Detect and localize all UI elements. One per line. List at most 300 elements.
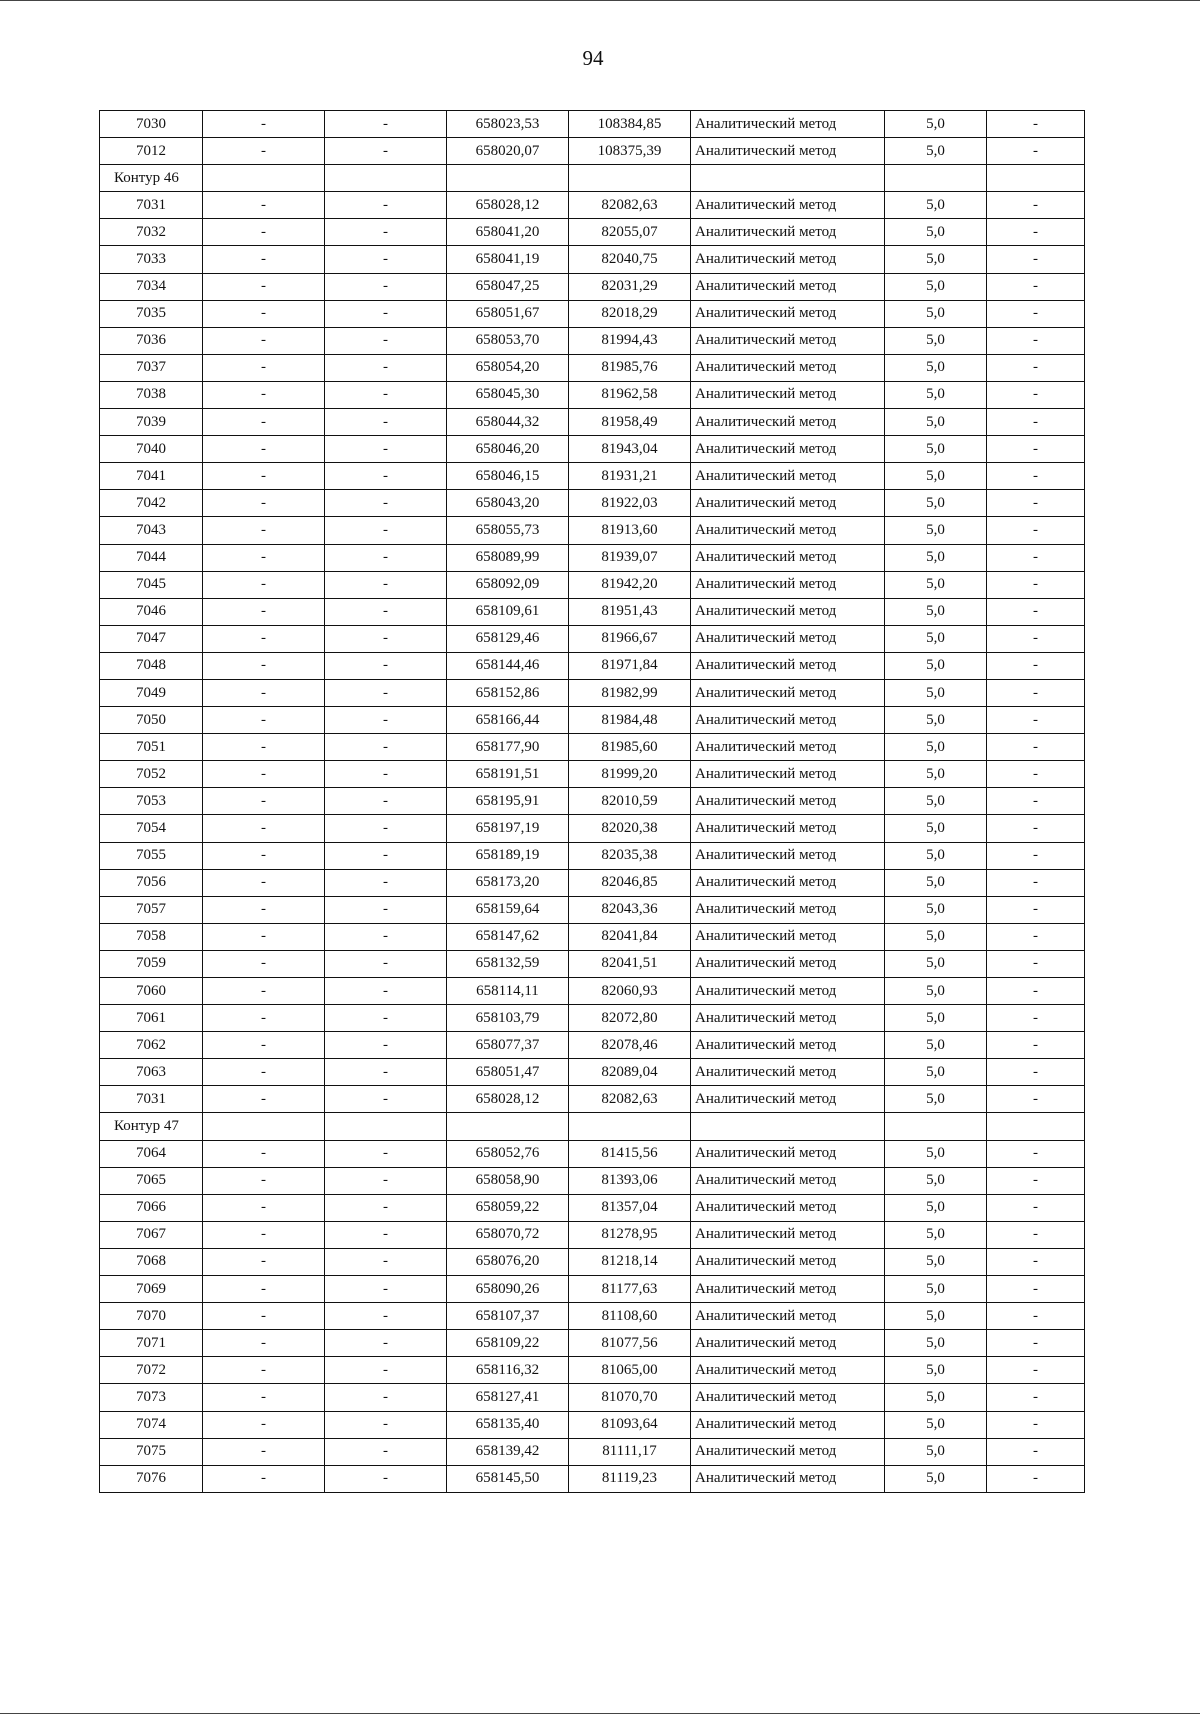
method-cell: Аналитический метод <box>691 923 885 950</box>
col8-cell: - <box>987 1438 1085 1465</box>
col2-cell: - <box>203 707 325 734</box>
y-coordinate-cell: 81971,84 <box>569 652 691 679</box>
col8-cell: - <box>987 219 1085 246</box>
table-row <box>100 1465 1085 1492</box>
col2-cell: - <box>203 490 325 517</box>
table-body <box>100 111 1085 1493</box>
col3-cell: - <box>325 571 447 598</box>
col3-cell: - <box>325 354 447 381</box>
x-coordinate-cell: 658135,40 <box>447 1411 569 1438</box>
method-cell: Аналитический метод <box>691 1357 885 1384</box>
point-number-cell: 7056 <box>100 869 203 896</box>
x-coordinate-cell: 658052,76 <box>447 1140 569 1167</box>
method-cell: Аналитический метод <box>691 1221 885 1248</box>
point-number-cell: 7052 <box>100 761 203 788</box>
col2-cell: - <box>203 409 325 436</box>
table-row <box>100 788 1085 815</box>
y-coordinate-cell: 82035,38 <box>569 842 691 869</box>
y-coordinate-cell: 82060,93 <box>569 978 691 1005</box>
col2-cell: - <box>203 1465 325 1492</box>
method-cell: Аналитический метод <box>691 896 885 923</box>
y-coordinate-cell: 81994,43 <box>569 327 691 354</box>
method-cell: Аналитический метод <box>691 517 885 544</box>
col2-cell: - <box>203 219 325 246</box>
point-number-cell: 7058 <box>100 923 203 950</box>
col2-cell: - <box>203 571 325 598</box>
col2-cell: - <box>203 896 325 923</box>
y-coordinate-cell: 81177,63 <box>569 1276 691 1303</box>
col3-cell: - <box>325 1384 447 1411</box>
col2-cell: - <box>203 679 325 706</box>
precision-cell: 5,0 <box>885 707 987 734</box>
table-row <box>100 842 1085 869</box>
point-number-cell: 7057 <box>100 896 203 923</box>
col3-cell: - <box>325 842 447 869</box>
y-coordinate-cell: 81111,17 <box>569 1438 691 1465</box>
col3-cell: - <box>325 192 447 219</box>
method-cell: Аналитический метод <box>691 138 885 165</box>
method-cell: Аналитический метод <box>691 300 885 327</box>
precision-cell: 5,0 <box>885 246 987 273</box>
point-number-cell: 7074 <box>100 1411 203 1438</box>
col8-cell: - <box>987 1330 1085 1357</box>
precision-cell: 5,0 <box>885 1086 987 1113</box>
col2-cell: - <box>203 111 325 138</box>
col8-cell: - <box>987 707 1085 734</box>
col3-cell: - <box>325 598 447 625</box>
col8-cell: - <box>987 1465 1085 1492</box>
col2-cell: - <box>203 978 325 1005</box>
y-coordinate-cell: 82041,84 <box>569 923 691 950</box>
empty-cell <box>987 165 1085 192</box>
table-row <box>100 1330 1085 1357</box>
table-row <box>100 517 1085 544</box>
col2-cell: - <box>203 544 325 571</box>
method-cell: Аналитический метод <box>691 788 885 815</box>
y-coordinate-cell: 81415,56 <box>569 1140 691 1167</box>
point-number-cell: 7030 <box>100 111 203 138</box>
col2-cell: - <box>203 1357 325 1384</box>
precision-cell: 5,0 <box>885 273 987 300</box>
table-row <box>100 1086 1085 1113</box>
col2-cell: - <box>203 1330 325 1357</box>
x-coordinate-cell: 658197,19 <box>447 815 569 842</box>
col2-cell: - <box>203 436 325 463</box>
col2-cell: - <box>203 788 325 815</box>
y-coordinate-cell: 82010,59 <box>569 788 691 815</box>
point-number-cell: 7032 <box>100 219 203 246</box>
precision-cell: 5,0 <box>885 842 987 869</box>
col8-cell: - <box>987 273 1085 300</box>
precision-cell: 5,0 <box>885 1140 987 1167</box>
table-row <box>100 598 1085 625</box>
x-coordinate-cell: 658076,20 <box>447 1248 569 1275</box>
precision-cell: 5,0 <box>885 896 987 923</box>
col3-cell: - <box>325 978 447 1005</box>
x-coordinate-cell: 658159,64 <box>447 896 569 923</box>
table-row <box>100 246 1085 273</box>
col8-cell: - <box>987 1005 1085 1032</box>
col8-cell: - <box>987 761 1085 788</box>
x-coordinate-cell: 658028,12 <box>447 192 569 219</box>
col8-cell: - <box>987 1167 1085 1194</box>
col8-cell: - <box>987 869 1085 896</box>
table-row <box>100 111 1085 138</box>
table-row <box>100 652 1085 679</box>
point-number-cell: 7039 <box>100 409 203 436</box>
empty-cell <box>691 165 885 192</box>
col8-cell: - <box>987 1194 1085 1221</box>
x-coordinate-cell: 658041,20 <box>447 219 569 246</box>
col3-cell: - <box>325 463 447 490</box>
x-coordinate-cell: 658045,30 <box>447 381 569 408</box>
col8-cell: - <box>987 463 1085 490</box>
x-coordinate-cell: 658046,20 <box>447 436 569 463</box>
method-cell: Аналитический метод <box>691 707 885 734</box>
method-cell: Аналитический метод <box>691 761 885 788</box>
method-cell: Аналитический метод <box>691 1248 885 1275</box>
table-row <box>100 436 1085 463</box>
precision-cell: 5,0 <box>885 978 987 1005</box>
table-row <box>100 1248 1085 1275</box>
col2-cell: - <box>203 761 325 788</box>
y-coordinate-cell: 81931,21 <box>569 463 691 490</box>
precision-cell: 5,0 <box>885 788 987 815</box>
point-number-cell: 7070 <box>100 1303 203 1330</box>
x-coordinate-cell: 658028,12 <box>447 1086 569 1113</box>
table-row <box>100 1194 1085 1221</box>
point-number-cell: 7071 <box>100 1330 203 1357</box>
table-row <box>100 1221 1085 1248</box>
col3-cell: - <box>325 544 447 571</box>
table-row <box>100 381 1085 408</box>
col8-cell: - <box>987 788 1085 815</box>
y-coordinate-cell: 81984,48 <box>569 707 691 734</box>
point-number-cell: 7034 <box>100 273 203 300</box>
col2-cell: - <box>203 1221 325 1248</box>
col3-cell: - <box>325 1194 447 1221</box>
col8-cell: - <box>987 544 1085 571</box>
method-cell: Аналитический метод <box>691 1059 885 1086</box>
point-number-cell: 7061 <box>100 1005 203 1032</box>
table-row <box>100 490 1085 517</box>
table-row <box>100 1303 1085 1330</box>
point-number-cell: 7054 <box>100 815 203 842</box>
precision-cell: 5,0 <box>885 1438 987 1465</box>
col8-cell: - <box>987 1357 1085 1384</box>
col2-cell: - <box>203 381 325 408</box>
col2-cell: - <box>203 138 325 165</box>
x-coordinate-cell: 658195,91 <box>447 788 569 815</box>
y-coordinate-cell: 81278,95 <box>569 1221 691 1248</box>
col8-cell: - <box>987 490 1085 517</box>
x-coordinate-cell: 658077,37 <box>447 1032 569 1059</box>
precision-cell: 5,0 <box>885 111 987 138</box>
point-number-cell: 7050 <box>100 707 203 734</box>
precision-cell: 5,0 <box>885 1465 987 1492</box>
table-row <box>100 923 1085 950</box>
col3-cell: - <box>325 1140 447 1167</box>
col2-cell: - <box>203 598 325 625</box>
method-cell: Аналитический метод <box>691 598 885 625</box>
col3-cell: - <box>325 327 447 354</box>
y-coordinate-cell: 82072,80 <box>569 1005 691 1032</box>
x-coordinate-cell: 658089,99 <box>447 544 569 571</box>
col8-cell: - <box>987 815 1085 842</box>
col3-cell: - <box>325 869 447 896</box>
x-coordinate-cell: 658044,32 <box>447 409 569 436</box>
method-cell: Аналитический метод <box>691 327 885 354</box>
point-number-cell: 7038 <box>100 381 203 408</box>
col2-cell: - <box>203 1384 325 1411</box>
x-coordinate-cell: 658139,42 <box>447 1438 569 1465</box>
table-row <box>100 815 1085 842</box>
table-row <box>100 273 1085 300</box>
empty-cell <box>569 1113 691 1140</box>
method-cell: Аналитический метод <box>691 409 885 436</box>
point-number-cell: 7045 <box>100 571 203 598</box>
y-coordinate-cell: 81966,67 <box>569 625 691 652</box>
col8-cell: - <box>987 517 1085 544</box>
y-coordinate-cell: 81065,00 <box>569 1357 691 1384</box>
precision-cell: 5,0 <box>885 761 987 788</box>
col3-cell: - <box>325 246 447 273</box>
empty-cell <box>203 1113 325 1140</box>
col3-cell: - <box>325 219 447 246</box>
col2-cell: - <box>203 815 325 842</box>
method-cell: Аналитический метод <box>691 381 885 408</box>
y-coordinate-cell: 81119,23 <box>569 1465 691 1492</box>
precision-cell: 5,0 <box>885 192 987 219</box>
col2-cell: - <box>203 1059 325 1086</box>
y-coordinate-cell: 81985,60 <box>569 734 691 761</box>
col3-cell: - <box>325 1167 447 1194</box>
precision-cell: 5,0 <box>885 679 987 706</box>
precision-cell: 5,0 <box>885 734 987 761</box>
y-coordinate-cell: 82082,63 <box>569 1086 691 1113</box>
point-number-cell: 7037 <box>100 354 203 381</box>
y-coordinate-cell: 82089,04 <box>569 1059 691 1086</box>
col2-cell: - <box>203 463 325 490</box>
method-cell: Аналитический метод <box>691 1032 885 1059</box>
empty-cell <box>447 165 569 192</box>
col3-cell: - <box>325 1059 447 1086</box>
contour-header-row <box>100 1113 1085 1140</box>
point-number-cell: 7060 <box>100 978 203 1005</box>
point-number-cell: 7053 <box>100 788 203 815</box>
precision-cell: 5,0 <box>885 1330 987 1357</box>
col3-cell: - <box>325 381 447 408</box>
col8-cell: - <box>987 1086 1085 1113</box>
precision-cell: 5,0 <box>885 1303 987 1330</box>
table-row <box>100 869 1085 896</box>
method-cell: Аналитический метод <box>691 1438 885 1465</box>
x-coordinate-cell: 658189,19 <box>447 842 569 869</box>
col8-cell: - <box>987 625 1085 652</box>
coordinates-table <box>99 110 1085 1493</box>
table-row <box>100 192 1085 219</box>
y-coordinate-cell: 81077,56 <box>569 1330 691 1357</box>
y-coordinate-cell: 82041,51 <box>569 950 691 977</box>
x-coordinate-cell: 658145,50 <box>447 1465 569 1492</box>
precision-cell: 5,0 <box>885 381 987 408</box>
col8-cell: - <box>987 896 1085 923</box>
method-cell: Аналитический метод <box>691 463 885 490</box>
col3-cell: - <box>325 300 447 327</box>
table-row <box>100 300 1085 327</box>
y-coordinate-cell: 81943,04 <box>569 436 691 463</box>
y-coordinate-cell: 82031,29 <box>569 273 691 300</box>
x-coordinate-cell: 658041,19 <box>447 246 569 273</box>
col8-cell: - <box>987 1140 1085 1167</box>
y-coordinate-cell: 82043,36 <box>569 896 691 923</box>
method-cell: Аналитический метод <box>691 1194 885 1221</box>
y-coordinate-cell: 108384,85 <box>569 111 691 138</box>
col8-cell: - <box>987 1303 1085 1330</box>
col2-cell: - <box>203 1032 325 1059</box>
point-number-cell: 7066 <box>100 1194 203 1221</box>
method-cell: Аналитический метод <box>691 436 885 463</box>
y-coordinate-cell: 108375,39 <box>569 138 691 165</box>
y-coordinate-cell: 82055,07 <box>569 219 691 246</box>
x-coordinate-cell: 658107,37 <box>447 1303 569 1330</box>
y-coordinate-cell: 82082,63 <box>569 192 691 219</box>
col8-cell: - <box>987 652 1085 679</box>
x-coordinate-cell: 658043,20 <box>447 490 569 517</box>
x-coordinate-cell: 658046,15 <box>447 463 569 490</box>
y-coordinate-cell: 82078,46 <box>569 1032 691 1059</box>
col2-cell: - <box>203 1276 325 1303</box>
col2-cell: - <box>203 354 325 381</box>
table-row <box>100 1357 1085 1384</box>
y-coordinate-cell: 82018,29 <box>569 300 691 327</box>
table-row <box>100 1005 1085 1032</box>
x-coordinate-cell: 658054,20 <box>447 354 569 381</box>
col3-cell: - <box>325 950 447 977</box>
point-number-cell: 7031 <box>100 192 203 219</box>
y-coordinate-cell: 81962,58 <box>569 381 691 408</box>
table-row <box>100 219 1085 246</box>
precision-cell: 5,0 <box>885 652 987 679</box>
table-row <box>100 1384 1085 1411</box>
point-number-cell: 7062 <box>100 1032 203 1059</box>
y-coordinate-cell: 81108,60 <box>569 1303 691 1330</box>
precision-cell: 5,0 <box>885 598 987 625</box>
col2-cell: - <box>203 192 325 219</box>
point-number-cell: 7033 <box>100 246 203 273</box>
col8-cell: - <box>987 571 1085 598</box>
empty-cell <box>987 1113 1085 1140</box>
x-coordinate-cell: 658092,09 <box>447 571 569 598</box>
empty-cell <box>885 165 987 192</box>
y-coordinate-cell: 81951,43 <box>569 598 691 625</box>
precision-cell: 5,0 <box>885 1194 987 1221</box>
col3-cell: - <box>325 707 447 734</box>
col3-cell: - <box>325 436 447 463</box>
x-coordinate-cell: 658109,61 <box>447 598 569 625</box>
method-cell: Аналитический метод <box>691 815 885 842</box>
point-number-cell: 7068 <box>100 1248 203 1275</box>
col8-cell: - <box>987 842 1085 869</box>
method-cell: Аналитический метод <box>691 273 885 300</box>
precision-cell: 5,0 <box>885 300 987 327</box>
point-number-cell: 7049 <box>100 679 203 706</box>
col8-cell: - <box>987 734 1085 761</box>
col8-cell: - <box>987 436 1085 463</box>
method-cell: Аналитический метод <box>691 490 885 517</box>
precision-cell: 5,0 <box>885 1032 987 1059</box>
table-row <box>100 734 1085 761</box>
method-cell: Аналитический метод <box>691 1330 885 1357</box>
x-coordinate-cell: 658053,70 <box>447 327 569 354</box>
col2-cell: - <box>203 1005 325 1032</box>
col8-cell: - <box>987 1411 1085 1438</box>
method-cell: Аналитический метод <box>691 652 885 679</box>
x-coordinate-cell: 658058,90 <box>447 1167 569 1194</box>
precision-cell: 5,0 <box>885 517 987 544</box>
col3-cell: - <box>325 1438 447 1465</box>
point-number-cell: 7041 <box>100 463 203 490</box>
col3-cell: - <box>325 734 447 761</box>
col2-cell: - <box>203 652 325 679</box>
col3-cell: - <box>325 788 447 815</box>
col8-cell: - <box>987 1248 1085 1275</box>
contour-label: Контур 47 <box>100 1113 203 1140</box>
x-coordinate-cell: 658070,72 <box>447 1221 569 1248</box>
empty-cell <box>203 165 325 192</box>
point-number-cell: 7044 <box>100 544 203 571</box>
col3-cell: - <box>325 1330 447 1357</box>
precision-cell: 5,0 <box>885 1167 987 1194</box>
point-number-cell: 7036 <box>100 327 203 354</box>
precision-cell: 5,0 <box>885 1248 987 1275</box>
point-number-cell: 7047 <box>100 625 203 652</box>
col3-cell: - <box>325 1303 447 1330</box>
col2-cell: - <box>203 625 325 652</box>
col3-cell: - <box>325 1005 447 1032</box>
method-cell: Аналитический метод <box>691 1276 885 1303</box>
col8-cell: - <box>987 300 1085 327</box>
empty-cell <box>569 165 691 192</box>
precision-cell: 5,0 <box>885 219 987 246</box>
col3-cell: - <box>325 815 447 842</box>
method-cell: Аналитический метод <box>691 679 885 706</box>
x-coordinate-cell: 658177,90 <box>447 734 569 761</box>
col8-cell: - <box>987 1059 1085 1086</box>
col2-cell: - <box>203 300 325 327</box>
point-number-cell: 7072 <box>100 1357 203 1384</box>
point-number-cell: 7031 <box>100 1086 203 1113</box>
col3-cell: - <box>325 1221 447 1248</box>
col3-cell: - <box>325 1276 447 1303</box>
point-number-cell: 7064 <box>100 1140 203 1167</box>
col2-cell: - <box>203 950 325 977</box>
method-cell: Аналитический метод <box>691 978 885 1005</box>
y-coordinate-cell: 81218,14 <box>569 1248 691 1275</box>
contour-header-row <box>100 165 1085 192</box>
x-coordinate-cell: 658114,11 <box>447 978 569 1005</box>
precision-cell: 5,0 <box>885 327 987 354</box>
precision-cell: 5,0 <box>885 409 987 436</box>
table-row <box>100 978 1085 1005</box>
method-cell: Аналитический метод <box>691 1465 885 1492</box>
col8-cell: - <box>987 1221 1085 1248</box>
method-cell: Аналитический метод <box>691 219 885 246</box>
col2-cell: - <box>203 327 325 354</box>
point-number-cell: 7012 <box>100 138 203 165</box>
method-cell: Аналитический метод <box>691 1086 885 1113</box>
col2-cell: - <box>203 1194 325 1221</box>
